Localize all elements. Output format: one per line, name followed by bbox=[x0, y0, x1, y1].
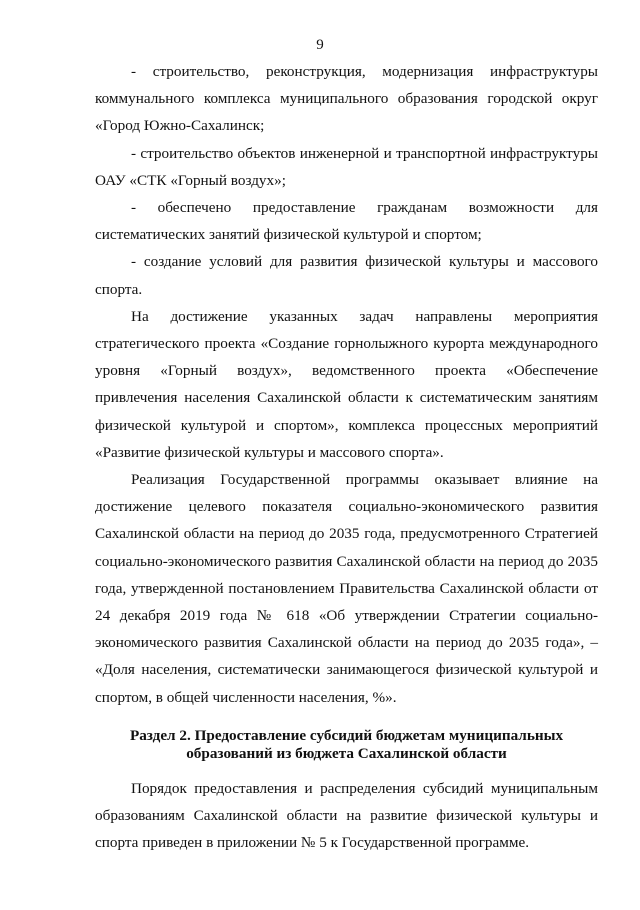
paragraph-program-impact: Реализация Государственной программы оказывает влияние на достижение целевого показателя социально-экономического развития Сахалинской области на период до 2035 года, предусмотренного Стратегией социально-экономического развития Сахалинской области на период до 2035 года, утвержденной постановлением Правительства Сахалинской области от 24 декабря 2019 года № 618 «Об утверждении Стратегии социально-экономического развития Сахалинской области на период до 2035 года», – «Доля населения, систематически занимающегося физической культурой и спортом, в общей численности населения, %». bbox=[95, 471, 598, 706]
section-heading bbox=[95, 727, 598, 763]
section-heading-line-2: образований из бюджета Сахалинской области bbox=[186, 744, 507, 762]
page-number: 9 bbox=[316, 37, 324, 53]
paragraph-measures: На достижение указанных задач направлены мероприятия стратегического проекта «Создание горнолыжного курорта международного уровня «Горный воздух», ведомственного проекта «Обеспечение привлечения населения Сахалинской области к систематическим занятиям физической культурой и спортом», комплекса процессных мероприятий «Развитие физической культуры и массового спорта». bbox=[95, 307, 598, 461]
list-item-construction: - строительство, реконструкция, модернизация инфраструктуры коммунального комплекса муниципального образования городской округ «Город Южно-Сахалинск; bbox=[95, 63, 598, 135]
section-heading-line-1: Раздел 2. Предоставление субсидий бюджетам муниципальных bbox=[129, 726, 564, 744]
list-item-infrastructure: - строительство объектов инженерной и транспортной инфраструктуры ОАУ «СТК «Горный воздух»; bbox=[95, 144, 598, 189]
document-body bbox=[95, 58, 598, 856]
list-item-sports-access: - обеспечено предоставление гражданам возможности для систематических занятий физической культурой и спортом; bbox=[95, 199, 598, 244]
paragraph-subsidies: Порядок предоставления и распределения субсидий муниципальным образованиям Сахалинской области на развитие физической культуры и спорта приведен в приложении № 5 к Государственной программе. bbox=[95, 779, 598, 852]
list-item-sports-conditions: - создание условий для развития физической культуры и массового спорта. bbox=[95, 253, 598, 298]
